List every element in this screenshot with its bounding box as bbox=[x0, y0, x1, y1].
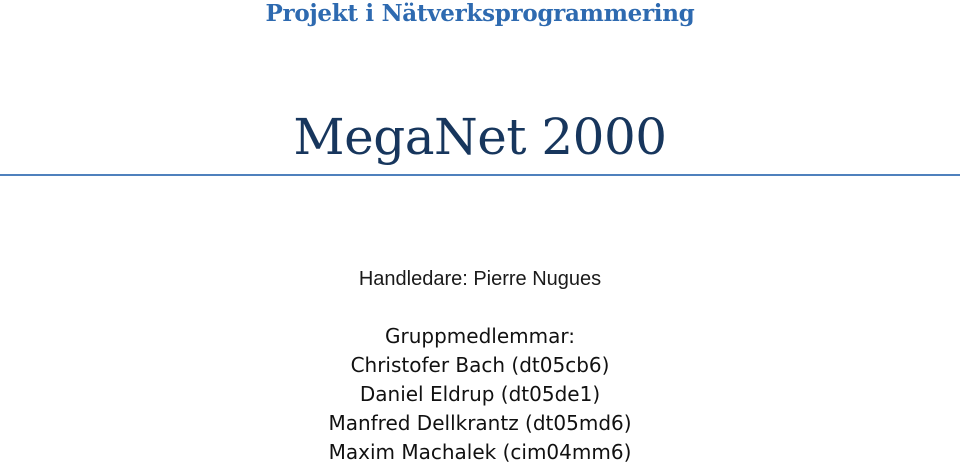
member-item: Daniel Eldrup (dt05de1) bbox=[359, 382, 601, 406]
member-item: Manfred Dellkrantz (dt05md6) bbox=[328, 411, 632, 435]
supervisor-line: Handledare: Pierre Nugues bbox=[358, 268, 602, 290]
group-members bbox=[0, 322, 960, 467]
title-divider bbox=[0, 174, 960, 176]
course-title: Projekt i Nätverksprogrammering bbox=[265, 0, 695, 27]
member-item: Christofer Bach (dt05cb6) bbox=[350, 353, 610, 377]
member-item: Maxim Machalek (cim04mm6) bbox=[328, 440, 632, 464]
members-heading: Gruppmedlemmar: bbox=[385, 324, 575, 348]
main-title: MegaNet 2000 bbox=[293, 108, 667, 166]
